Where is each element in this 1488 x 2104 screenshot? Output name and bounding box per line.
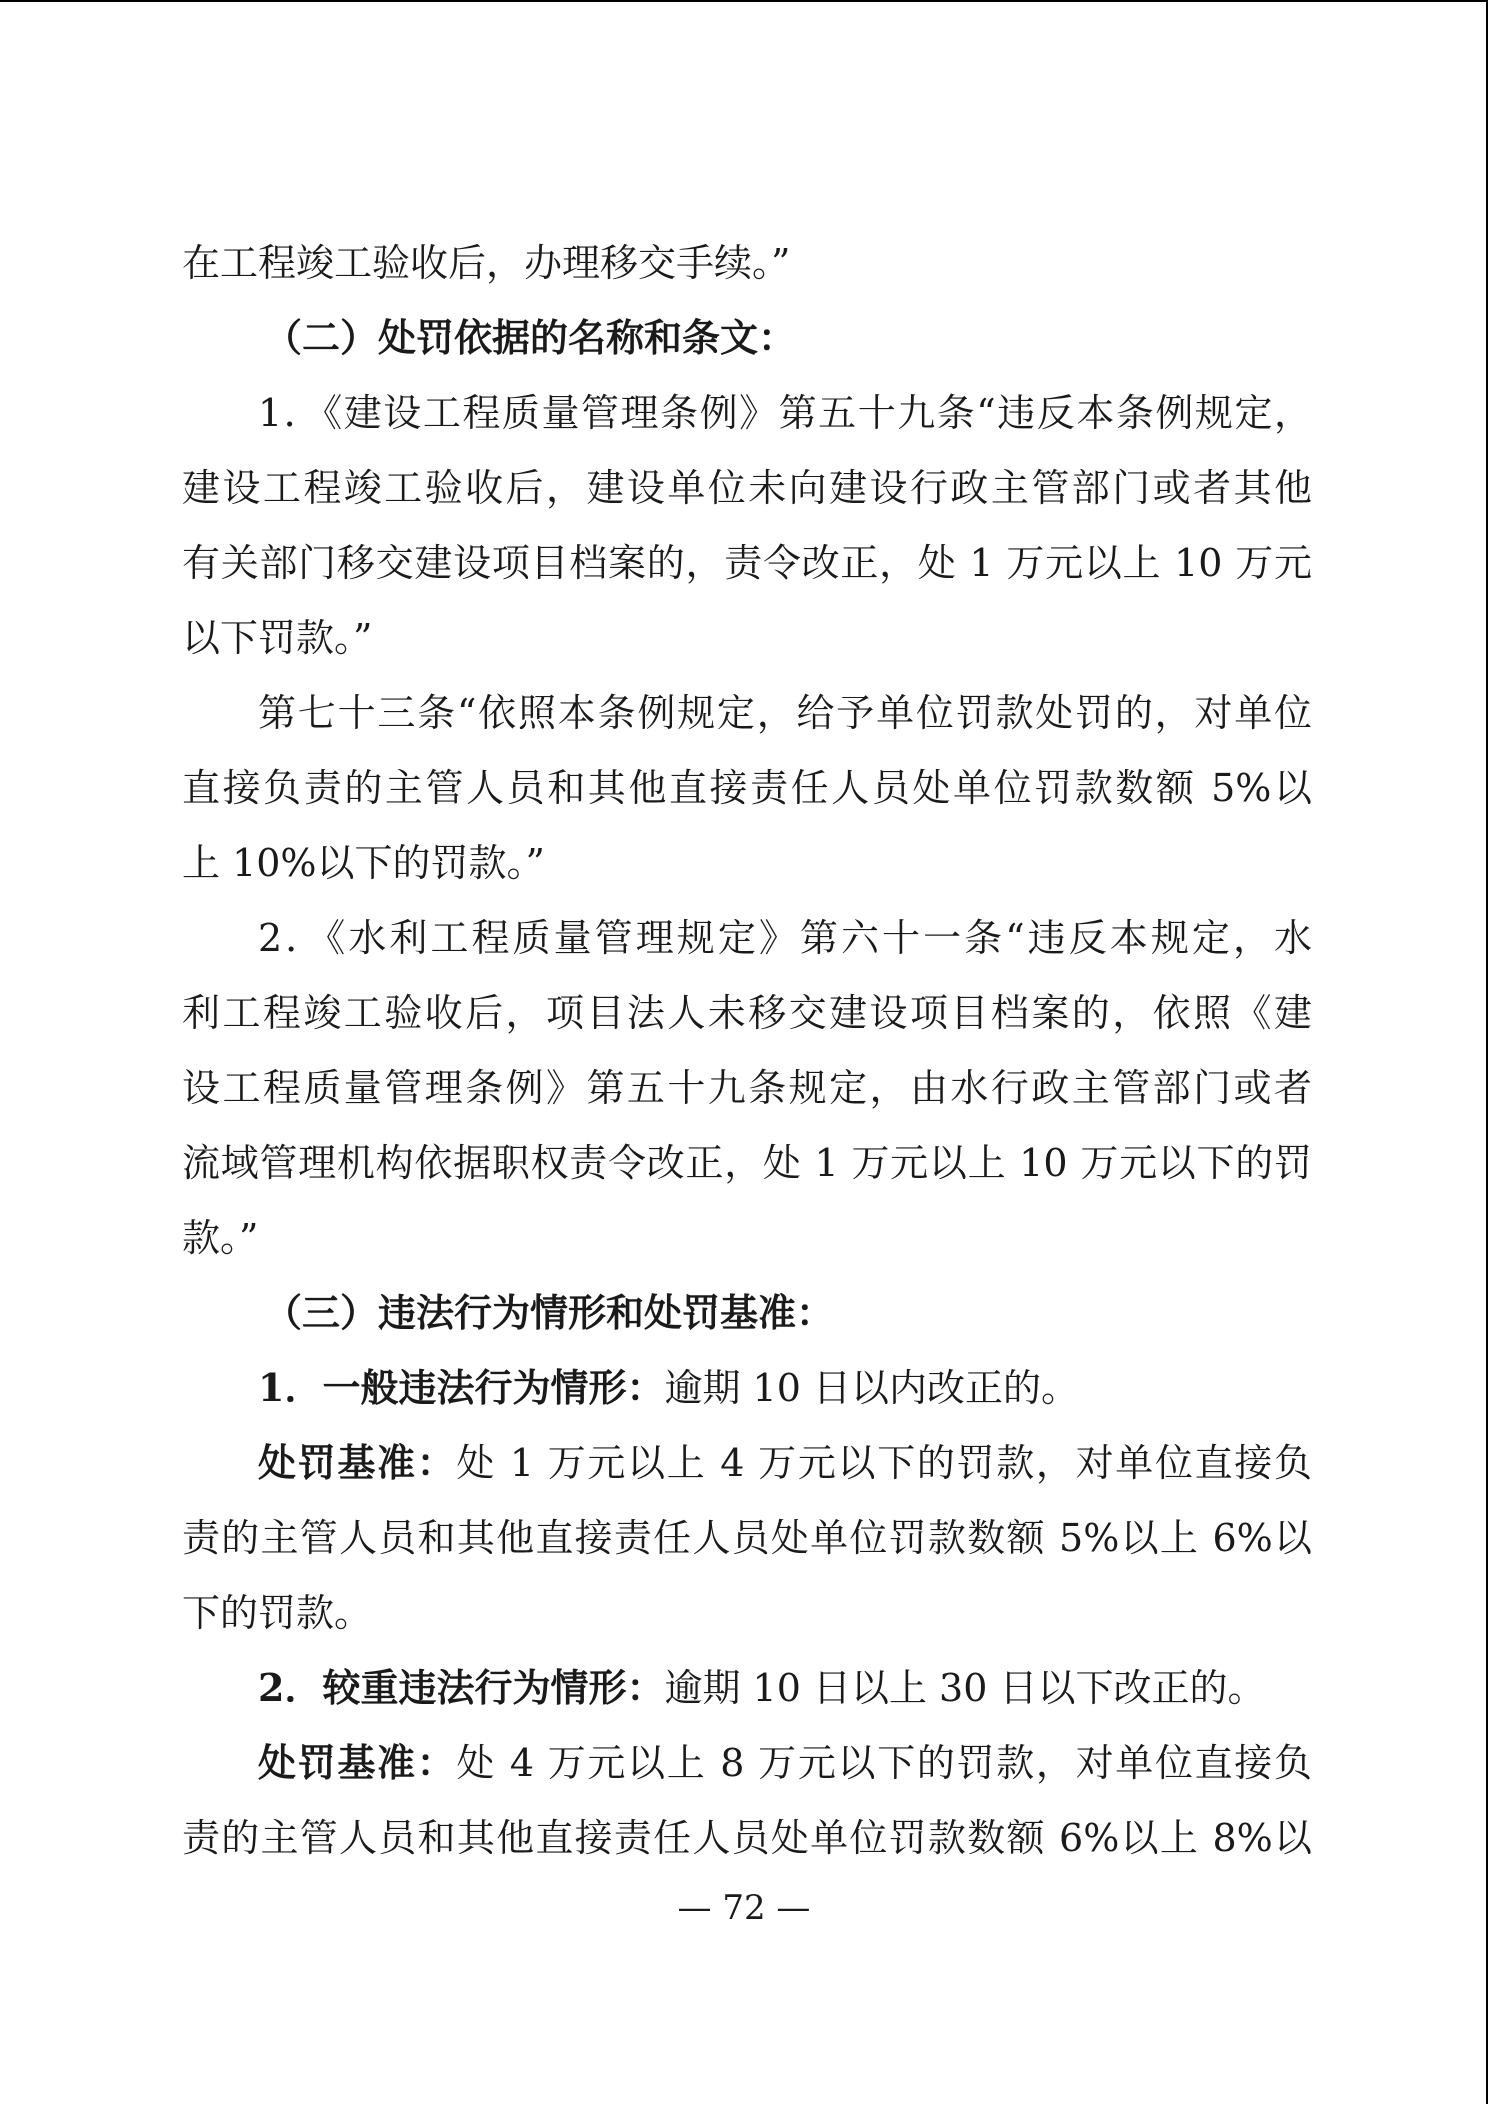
paragraph-line: 利工程竣工验收后，项目法人未移交建设项目档案的，依照《建: [182, 991, 1312, 1035]
section-heading-penalty-standard: （三）违法行为情形和处罚基准：: [264, 1290, 835, 1335]
paragraph-line: 处罚基准：处 1 万元以上 4 万元以下的罚款，对单位直接负: [258, 1440, 1312, 1485]
paragraph-line: 2．《水利工程质量管理规定》第六十一条“违反本规定，水: [258, 916, 1312, 960]
paragraph-line: 款。”: [182, 1216, 259, 1260]
paragraph-line: 责的主管人员和其他直接责任人员处单位罚款数额 6%以上 8%以: [182, 1816, 1312, 1860]
paragraph-line: 责的主管人员和其他直接责任人员处单位罚款数额 5%以上 6%以: [182, 1516, 1312, 1560]
paragraph-line: 以下罚款。”: [182, 616, 373, 660]
paragraph-line: 第七十三条“依照本条例规定，给予单位罚款处罚的，对单位: [258, 691, 1312, 735]
paragraph-line: 建设工程竣工验收后，建设单位未向建设行政主管部门或者其他: [182, 466, 1312, 510]
paragraph-line: 有关部门移交建设项目档案的，责令改正，处 1 万元以上 10 万元: [182, 541, 1312, 585]
paragraph-line: 1．一般违法行为情形：逾期 10 日以内改正的。: [258, 1365, 1079, 1410]
paragraph-line: 上 10%以下的罚款。”: [182, 841, 545, 885]
paragraph-line: 流域管理机构依据职权责令改正，处 1 万元以上 10 万元以下的罚: [182, 1141, 1312, 1185]
section-heading-penalty-basis: （二）处罚依据的名称和条文：: [264, 315, 797, 360]
paragraph-line: 直接负责的主管人员和其他直接责任人员处单位罚款数额 5%以: [182, 766, 1312, 810]
page-number: — 72 —: [677, 1888, 811, 1928]
paragraph-line: 下的罚款。: [182, 1591, 373, 1635]
paragraph-line: 处罚基准：处 4 万元以上 8 万元以下的罚款，对单位直接负: [258, 1740, 1312, 1785]
paragraph-line: 设工程质量管理条例》第五十九条规定，由水行政主管部门或者: [182, 1066, 1312, 1110]
paragraph-line: 1．《建设工程质量管理条例》第五十九条“违反本条例规定，: [258, 391, 1312, 435]
paragraph-line: 在工程竣工验收后，办理移交手续。”: [182, 241, 791, 285]
paragraph-line: 2．较重违法行为情形：逾期 10 日以上 30 日以下改正的。: [258, 1665, 1266, 1710]
